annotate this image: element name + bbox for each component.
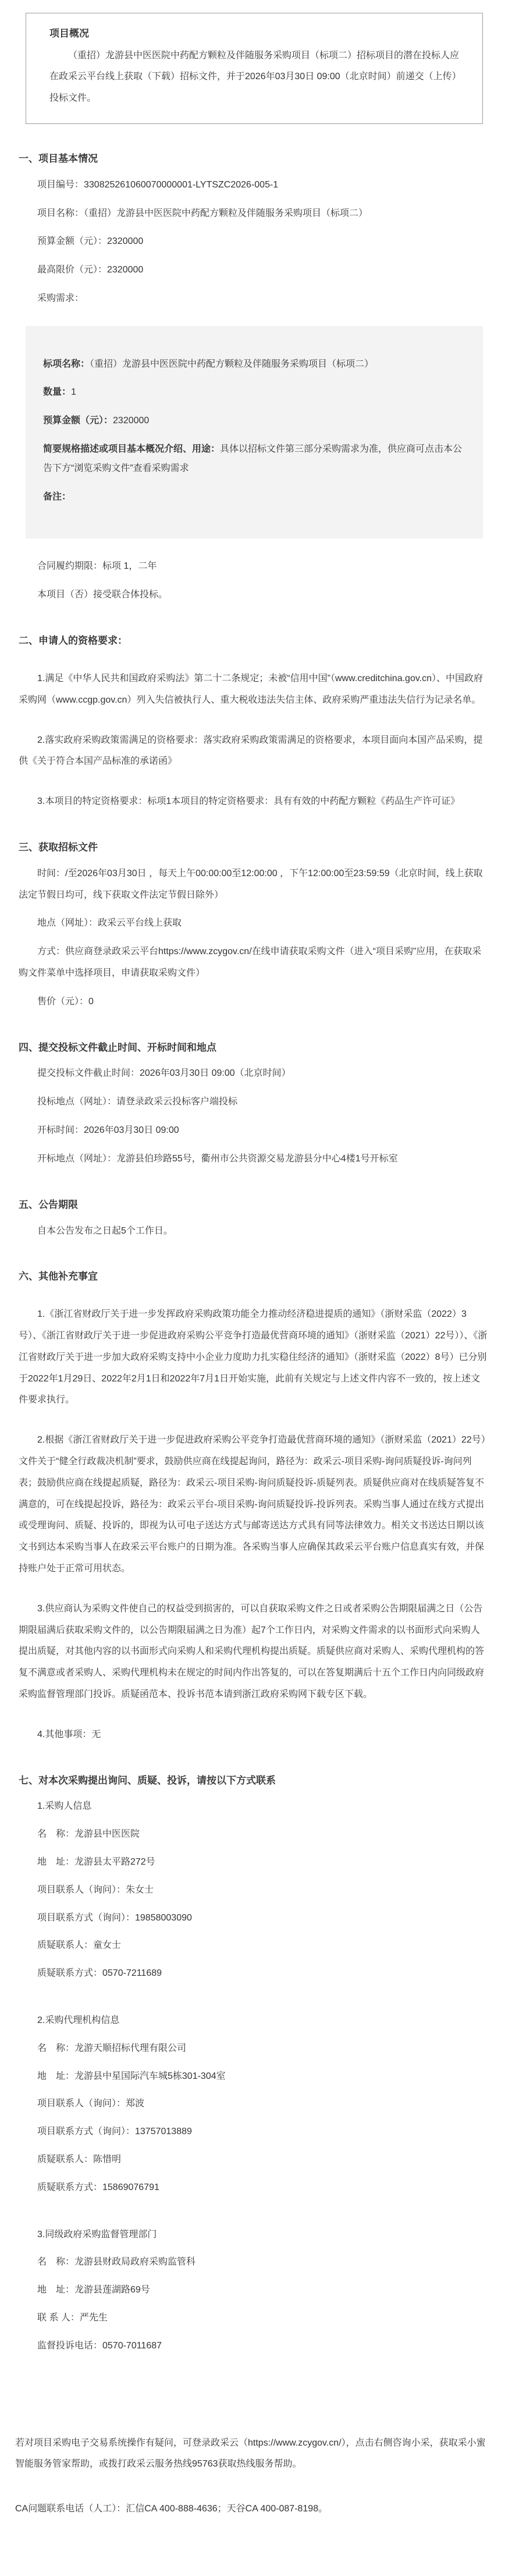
section-4-heading: 四、提交投标文件截止时间、开标时间和地点 bbox=[19, 1041, 216, 1053]
bid-item-spec-label: 简要规格描述或项目基本概况介绍、用途： bbox=[43, 444, 221, 454]
agency-info-group bbox=[19, 2010, 489, 2199]
supervision-dept-group bbox=[19, 2224, 489, 2357]
budget-amount-line: 预算金额（元）：2320000 bbox=[37, 236, 144, 247]
overview-title: 项目概况 bbox=[49, 28, 89, 39]
open-place-line: 开标地点（网址）：龙游县伯珍路55号，衢州市公共资源交易龙游县分中心4楼1号开标室 bbox=[37, 1153, 398, 1164]
supplement-para-2: 2.根据《浙江省财政厅关于进一步促进政府采购公平竞争打造最优营商环境的通知》（浙财采监（2021）22号）文件关于“健全行政裁决机制”要求，鼓励供应商在线提起询问，路径为：政采云-项目采购-询问质疑投诉-询问列表；鼓励供应商在线提起质疑，路径为：政采云-项目采购-询问质疑投诉-质疑列表。质疑供应商对在线质疑答复不满意的，可在线提起投诉，路径为：政采云平台-项目采购-询问质疑投诉-投诉列表。采购当事人通过在线方式提出或受理询问、质疑、投诉的，即视为认可电子送达方式与邮寄送达方式具有同等法律效力。相关文书送达日期以该文书到达本采购当事人在政采云平台账户的日期为准。各采购当事人应确保其政采云平台账户信息真实有效，并保持账户处于正常可用状态。 bbox=[19, 1435, 486, 1574]
bid-item-quantity-row bbox=[43, 382, 465, 402]
bid-item-quantity-label: 数量： bbox=[43, 387, 72, 398]
section-1-heading: 一、项目基本情况 bbox=[19, 153, 98, 164]
buyer-query-phone-line: 质疑联系方式：0570-7211689 bbox=[37, 1968, 162, 1979]
doc-obtain-place-line: 地点（网址）：政采云平台线上获取 bbox=[37, 918, 182, 929]
overview-text: （重招）龙游县中医医院中药配方颗粒及伴随服务采购项目（标项二）招标项目的潜在投标人应在政采云平台线上获取（下载）招标文件，并于2026年03月30日 09:00（北京时间）前递交（上传）投标文件。 bbox=[49, 50, 460, 104]
bid-item-budget-row bbox=[43, 411, 465, 431]
agency-name-line: 名 称：龙游天顺招标代理有限公司 bbox=[37, 2043, 187, 2053]
bid-item-spec-value: 具体以招标文件第三部分采购需求为准，供应商可点击本公告下方“浏览采购文件”查看采购需求 bbox=[43, 444, 463, 474]
bid-item-remark-label: 备注： bbox=[43, 491, 72, 502]
buyer-contact-phone-line: 项目联系方式（询问）：19858003090 bbox=[37, 1912, 192, 1923]
bid-item-name-value: （重招）龙游县中医医院中药配方颗粒及伴随服务采购项目（标项二） bbox=[90, 359, 374, 369]
bid-item-budget-label: 预算金额（元）： bbox=[43, 416, 113, 426]
bid-item-budget-value: 2320000 bbox=[113, 416, 150, 426]
bid-place-line: 投标地点（网址）：请登录政采云投标客户端投标 bbox=[37, 1097, 238, 1107]
qualification-para-3: 3.本项目的特定资格要求：标项1本项目的特定资格要求：具有有效的中药配方颗粒《药品生产许可证》 bbox=[37, 796, 460, 807]
supervision-contact-line: 联 系 人：严先生 bbox=[37, 2313, 108, 2323]
project-overview-box bbox=[26, 13, 483, 124]
agency-info-title: 2.采购代理机构信息 bbox=[37, 2015, 120, 2026]
supplement-para-4: 4.其他事项：无 bbox=[37, 1729, 101, 1739]
section-7-heading: 七、对本次采购提出询问、质疑、投诉，请按以下方式联系 bbox=[19, 1774, 276, 1786]
buyer-name-line: 名 称：龙游县中医医院 bbox=[37, 1829, 140, 1840]
footer-notes bbox=[15, 2433, 489, 2520]
bid-item-box bbox=[26, 326, 483, 539]
supplement-para-3: 3.供应商认为采购文件使自己的权益受到损害的，可以自获取采购文件之日或者采购公告期限届满之日（公告期限届满后获取采购文件的，以公告期限届满之日为准）起7个工作日内，对采购文件需求的以书面形式向采购人提出质疑，对其他内容的以书面形式向采购人和采购代理机构提出质疑。质疑供应商对采购人、采购代理机构的答复不满意或者采购人、采购代理机构未在规定的时间内作出答复的，可以在答复期满后十五个工作日内向同级政府采购监督管理部门投诉。质疑函范本、投诉书范本请到浙江政府采购网下载专区下载。 bbox=[19, 1603, 485, 1699]
buyer-contact-line: 项目联系人（询问）：朱女士 bbox=[37, 1884, 154, 1895]
platform-help-note: 若对项目采购电子交易系统操作有疑问，可登录政采云（https://www.zcygov.cn/），点击右侧咨询小采，获取采小蜜智能服务管家帮助，或拨打政采云服务热线95763获取热线服务帮助。 bbox=[15, 2437, 486, 2469]
doc-obtain-time-line: 时间：/至2026年03月30日 ，每天上午00:00:00至12:00:00 ，下午12:00:00至23:59:59（北京时间，线上获取法定节假日均可，线下获取文件法定节假日除外） bbox=[19, 868, 483, 900]
section-3-heading: 三、获取招标文件 bbox=[19, 841, 98, 853]
supervision-dept-title: 3.同级政府采购监督管理部门 bbox=[37, 2229, 157, 2240]
open-time-line: 开标时间：2026年03月30日 09:00 bbox=[37, 1125, 179, 1136]
supervision-address-line: 地 址：龙游县莲湖路69号 bbox=[37, 2285, 150, 2295]
qualification-para-1: 1.满足《中华人民共和国政府采购法》第二十二条规定；未被“信用中国”（www.creditchina.gov.cn）、中国政府采购网（www.ccgp.gov.cn）列入失信被执行人、重大税收违法失信主体、政府采购严重违法失信行为记录名单。 bbox=[19, 673, 483, 705]
bid-item-quantity-value: 1 bbox=[71, 387, 76, 398]
bid-item-spec-row bbox=[43, 440, 465, 479]
project-name-line: 项目名称：（重招）龙游县中医医院中药配方颗粒及伴随服务采购项目（标项二） bbox=[37, 208, 368, 218]
consortium-bid-line: 本项目（否）接受联合体投标。 bbox=[37, 590, 168, 600]
qualification-para-2: 2.落实政府采购政策需满足的资格要求：落实政府采购政策需满足的资格要求，本项目面向本国产品采购，提供《关于符合本国产品标准的承诺函》 bbox=[19, 735, 483, 767]
max-price-line: 最高限价（元）：2320000 bbox=[37, 265, 144, 275]
agency-query-contact-line: 质疑联系人：陈惜明 bbox=[37, 2155, 122, 2165]
submit-deadline-line: 提交投标文件截止时间：2026年03月30日 09:00（北京时间） bbox=[37, 1068, 291, 1079]
bid-item-remark-row bbox=[43, 487, 465, 507]
buyer-address-line: 地 址：龙游县太平路272号 bbox=[37, 1857, 155, 1868]
agency-query-phone-line: 质疑联系方式：15869076791 bbox=[37, 2182, 159, 2192]
bid-item-name-label: 标项名称： bbox=[43, 359, 90, 369]
doc-price-line: 售价（元）：0 bbox=[37, 996, 94, 1007]
buyer-info-group bbox=[19, 1796, 489, 1985]
buyer-info-title: 1.采购人信息 bbox=[37, 1801, 92, 1812]
announcement-period-line: 自本公告发布之日起5个工作日。 bbox=[37, 1225, 173, 1236]
procurement-demand-label: 采购需求： bbox=[37, 293, 84, 304]
agency-address-line: 地 址：龙游县中星国际汽车城5栋301-304室 bbox=[37, 2071, 226, 2081]
agency-contact-line: 项目联系人（询问）：郑波 bbox=[37, 2099, 145, 2109]
contract-period-line: 合同履约期限：标项 1，二年 bbox=[37, 561, 157, 572]
supervision-name-line: 名 称：龙游县财政局政府采购监管科 bbox=[37, 2257, 196, 2267]
supplement-para-1: 1.《浙江省财政厅关于进一步发挥政府采购政策功能全力推动经济稳进提质的通知》（浙财采监（2022）3号）、《浙江省财政厅关于进一步促进政府采购公平竞争打造最优营商环境的通知》（浙财采监（2021）22号））、《浙江省财政厅关于进一步加大政府采购支持中小企业力度助力扎实稳住经济的通知》（浙财采监（2022）8号）已分别于2022年1月29日、2022年2月1日和2022年7月1日开始实施，此前有关规定与上述文件内容不一致的，按上述文件要求执行。 bbox=[19, 1309, 488, 1405]
project-number-line: 项目编号：330825261060070000001-LYTSZC2026-005-1 bbox=[37, 179, 279, 190]
section-6-heading: 六、其他补充事宜 bbox=[19, 1271, 98, 1282]
section-5-heading: 五、公告期限 bbox=[19, 1199, 78, 1210]
bid-item-name-row bbox=[43, 355, 465, 374]
doc-obtain-method-line: 方式：供应商登录政采云平台https://www.zcygov.cn/在线申请获取采购文件（进入“项目采购”应用，在获取采购文件菜单中选择项目，申请获取采购文件） bbox=[19, 947, 482, 978]
agency-contact-phone-line: 项目联系方式（询问）：13757013889 bbox=[37, 2127, 192, 2137]
section-2-heading: 二、申请人的资格要求： bbox=[19, 635, 127, 647]
ca-contact-note: CA问题联系电话（人工）：汇信CA 400-888-4636；天谷CA 400-087-8198。 bbox=[15, 2504, 328, 2514]
buyer-query-contact-line: 质疑联系人：童女士 bbox=[37, 1940, 122, 1951]
supervision-phone-line: 监督投诉电话：0570-7011687 bbox=[37, 2340, 162, 2351]
